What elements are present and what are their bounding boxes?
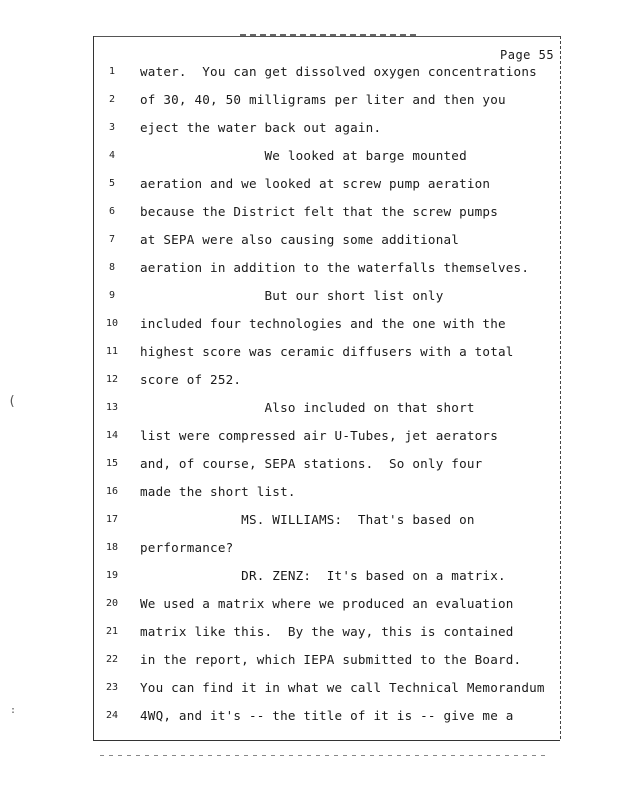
line-number: 20 (105, 598, 119, 609)
line-text: list were compressed air U-Tubes, jet aerators (140, 428, 498, 443)
line-number: 6 (108, 206, 116, 217)
margin-mark: : (10, 705, 17, 716)
transcript-line (0, 176, 618, 204)
line-text: matrix like this. By the way, this is contained (140, 624, 514, 639)
transcript-line (0, 428, 618, 456)
line-text: in the report, which IEPA submitted to the Board. (140, 652, 522, 667)
transcript-line (0, 204, 618, 232)
line-text: You can find it in what we call Technical Memorandum (140, 680, 545, 695)
line-number: 3 (108, 122, 116, 133)
line-number: 8 (108, 262, 116, 273)
line-text: Also included on that short (140, 400, 475, 415)
transcript-line (0, 232, 618, 260)
transcript-line (0, 624, 618, 652)
bottom-scan-artifact (100, 755, 550, 756)
line-text: score of 252. (140, 372, 242, 387)
line-text: because the District felt that the screw pumps (140, 204, 498, 219)
line-text: highest score was ceramic diffusers with a total (140, 344, 514, 359)
line-text: We looked at barge mounted (140, 148, 467, 163)
line-text: at SEPA were also causing some additional (140, 232, 460, 247)
transcript-line (0, 680, 618, 708)
page-border-top (94, 36, 560, 37)
line-number: 9 (108, 290, 116, 301)
line-text: 4WQ, and it's -- the title of it is -- give me a (140, 708, 514, 723)
transcript-line (0, 92, 618, 120)
line-number: 1 (108, 66, 116, 77)
page-number: Page 55 (500, 48, 555, 62)
transcript-line (0, 512, 618, 540)
line-number: 15 (105, 458, 119, 469)
line-number: 11 (105, 346, 119, 357)
line-number: 19 (105, 570, 119, 581)
transcript-line (0, 568, 618, 596)
transcript-line (0, 64, 618, 92)
line-number: 24 (105, 710, 119, 721)
transcript-line (0, 652, 618, 680)
line-number: 12 (105, 374, 119, 385)
line-text: made the short list. (140, 484, 296, 499)
transcript-line (0, 120, 618, 148)
line-text: aeration and we looked at screw pump aeration (140, 176, 491, 191)
line-number: 10 (105, 318, 119, 329)
transcript-line (0, 540, 618, 568)
line-number: 18 (105, 542, 119, 553)
transcript-line (0, 484, 618, 512)
line-number: 2 (108, 94, 116, 105)
transcript-line (0, 456, 618, 484)
transcript-line (0, 372, 618, 400)
transcript-line (0, 148, 618, 176)
line-number: 23 (105, 682, 119, 693)
line-number: 7 (108, 234, 116, 245)
transcript-lines (0, 64, 618, 736)
line-number: 17 (105, 514, 119, 525)
transcript-line (0, 316, 618, 344)
line-text: of 30, 40, 50 milligrams per liter and then you (140, 92, 506, 107)
line-number: 13 (105, 402, 119, 413)
transcript-line (0, 596, 618, 624)
line-text: We used a matrix where we produced an evaluation (140, 596, 514, 611)
line-text: included four technologies and the one with the (140, 316, 506, 331)
line-number: 14 (105, 430, 119, 441)
line-number: 22 (105, 654, 119, 665)
transcript-line (0, 288, 618, 316)
line-number: 4 (108, 150, 116, 161)
line-text: and, of course, SEPA stations. So only four (140, 456, 483, 471)
transcript-line (0, 260, 618, 288)
margin-mark: ( (8, 394, 16, 409)
line-text: aeration in addition to the waterfalls themselves. (140, 260, 530, 275)
transcript-line (0, 400, 618, 428)
transcript-line (0, 344, 618, 372)
page-border-bottom (94, 740, 560, 741)
transcript-line (0, 708, 618, 736)
line-text: water. You can get dissolved oxygen concentrations (140, 64, 537, 79)
line-text: eject the water back out again. (140, 120, 382, 135)
line-text: DR. ZENZ: It's based on a matrix. (140, 568, 506, 583)
line-number: 16 (105, 486, 119, 497)
line-text: MS. WILLIAMS: That's based on (140, 512, 475, 527)
line-text: performance? (140, 540, 234, 555)
line-text: But our short list only (140, 288, 444, 303)
line-number: 21 (105, 626, 119, 637)
line-number: 5 (108, 178, 116, 189)
